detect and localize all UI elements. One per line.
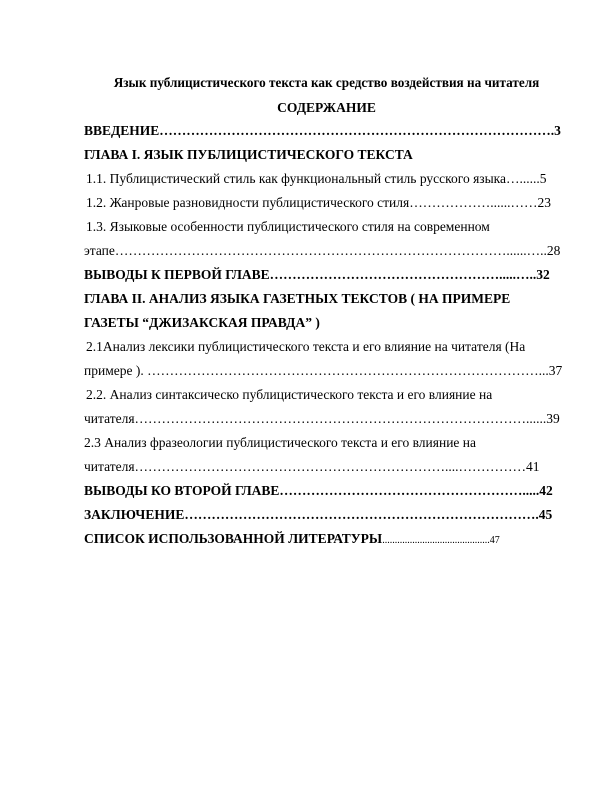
toc-entry-chapter-2-line-1: ГЛАВА II. АНАЛИЗ ЯЗЫКА ГАЗЕТНЫХ ТЕКСТОВ ( НА ПРИМЕРЕ <box>84 291 511 306</box>
toc-entry-2-3-line-2: читателя……………………………………………………………....……………41 <box>84 459 540 474</box>
toc-entry-references <box>84 530 569 550</box>
toc-entry-2-1-line-2: примере ). ……………………………………………………………………………...37 <box>84 363 563 378</box>
toc-entry-2-1-line-1: 2.1Анализ лексики публицистического текста и его влияние на читателя (На <box>86 339 526 354</box>
toc-entry-2-3-line-1: 2.3 Анализ фразеологии публицистического текста и его влияние на <box>84 435 477 450</box>
toc-entry-2-2-line-1: 2.2. Анализ синтаксическо публицистического текста и его влияние на <box>86 387 493 402</box>
toc-entry-introduction: ВВЕДЕНИЕ…………………………………………………………………………….3 <box>84 123 561 138</box>
toc-entry-1-2: 1.2. Жанровые разновидности публицистического стиля………………......……23 <box>86 195 551 210</box>
toc-entry-chapter-1: ГЛАВА I. ЯЗЫК ПУБЛИЦИСТИЧЕСКОГО ТЕКСТА <box>84 147 413 162</box>
toc-entry-2-2-line-2: читателя……………………………………………………………………………......39 <box>84 411 560 426</box>
toc-entry-references-label: СПИСОК ИСПОЛЬЗОВАННОЙ ЛИТЕРАТУРЫ <box>84 531 383 546</box>
toc-entry-1-1: 1.1. Публицистический стиль как функциональный стиль русского языка…......5 <box>86 171 547 186</box>
toc-entry-1-3-line-2: этапе……………………………………………………………………………......…..28 <box>84 243 561 258</box>
toc-entry-conclusions-chapter-1: ВЫВОДЫ К ПЕРВОЙ ГЛАВЕ…………………………………………….....…..32 <box>84 267 550 282</box>
toc-entry-references-page: ...........................................47 <box>382 535 500 546</box>
toc-entry-conclusions-chapter-2: ВЫВОДЫ КО ВТОРОЙ ГЛАВЕ……………………………………………….....42 <box>84 483 553 498</box>
toc-entry-conclusion: ЗАКЛЮЧЕНИЕ…………………………………………………………………….45 <box>84 507 553 522</box>
toc-entry-chapter-2-line-2: ГАЗЕТЫ “ДЖИЗАКСКАЯ ПРАВДА” ) <box>84 315 320 330</box>
document-title: Язык публицистического текста как средство воздействия на читателя <box>113 75 540 90</box>
contents-heading: СОДЕРЖАНИЕ <box>277 100 376 115</box>
toc-entry-1-3-line-1: 1.3. Языковые особенности публицистического стиля на современном <box>86 219 490 234</box>
